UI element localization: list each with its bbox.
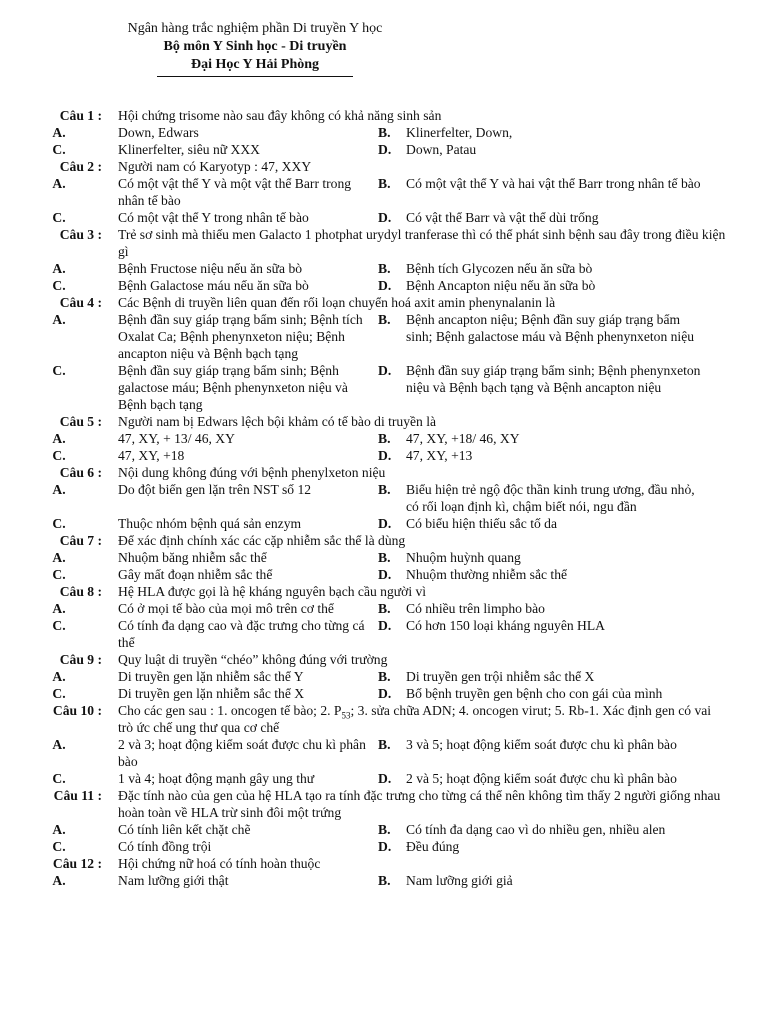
question-text: Quy luật di truyền “chéo” không đúng với trường xyxy=(118,652,388,667)
question-12 xyxy=(0,855,768,889)
option-c[interactable] xyxy=(0,277,378,294)
option-text: Down, Edwars xyxy=(118,125,199,140)
question-text: Các Bệnh di truyền liên quan đến rối loạn chuyển hoá axit amin phenynalanin là xyxy=(118,295,556,310)
option-letter: C. xyxy=(52,618,66,633)
option-letter: C. xyxy=(52,210,66,225)
question-label: Câu 3 : xyxy=(59,227,102,242)
option-letter: C. xyxy=(52,771,66,786)
option-text: 3 và 5; hoạt động kiểm soát được chu kì phân bào xyxy=(406,737,677,752)
option-text: Gây mất đoạn nhiễm sắc thể xyxy=(118,567,273,582)
question-text-start: Cho các gen sau : 1. oncogen tế bào; 2. P xyxy=(118,703,342,718)
option-d[interactable] xyxy=(378,447,708,464)
option-text: Nhuộm huỳnh quang xyxy=(406,550,521,565)
option-text: Bệnh đần suy giáp trạng bẩm sinh; Bệnh galactose máu; Bệnh phenynxeton niệu và Bệnh bạch tạng xyxy=(118,363,348,412)
option-text: Bệnh đần suy giáp trạng bẩm sinh; Bệnh phenynxeton niệu và Bệnh bạch tạng và Bệnh ancapton niệu xyxy=(406,363,701,395)
header-university: Đại Học Y Hải Phòng xyxy=(190,57,320,72)
question-10 xyxy=(0,702,768,787)
option-a[interactable] xyxy=(0,736,378,770)
question-text: Trẻ sơ sinh mà thiếu men Galacto 1 photphat urydyl tranferase thì có thể phát sinh bệnh sau đây trong điều kiện gì xyxy=(118,227,726,259)
option-letter: A. xyxy=(52,261,66,276)
option-d[interactable] xyxy=(378,566,708,583)
option-letter: B. xyxy=(378,550,391,565)
question-7 xyxy=(0,532,768,583)
question-text: Người nam có Karyotyp : 47, XXY xyxy=(118,159,312,174)
option-letter: D. xyxy=(378,142,392,157)
option-letter: A. xyxy=(52,873,66,888)
option-a[interactable] xyxy=(0,124,378,141)
option-letter: C. xyxy=(52,839,66,854)
option-letter: D. xyxy=(378,278,392,293)
option-c[interactable] xyxy=(0,770,378,787)
option-text: 47, XY, + 13/ 46, XY xyxy=(118,431,235,446)
option-letter: B. xyxy=(378,737,391,752)
option-text: 47, XY, +18 xyxy=(118,448,185,463)
header-department: Bộ môn Y Sinh học - Di truyền xyxy=(163,39,347,54)
question-text: Hệ HLA được gọi là hệ kháng nguyên bạch cầu người vì xyxy=(118,584,427,599)
question-9 xyxy=(0,651,768,702)
option-d[interactable] xyxy=(378,141,708,158)
option-text: Có tính đa dạng cao vì do nhiều gen, nhiều alen xyxy=(406,822,666,837)
option-text: Bố bệnh truyền gen bệnh cho con gái của mình xyxy=(406,686,663,701)
option-text: 2 và 5; hoạt động kiểm soát được chu kì phân bào xyxy=(406,771,677,786)
question-label: Câu 2 : xyxy=(59,159,102,174)
option-d[interactable] xyxy=(378,362,708,413)
option-letter: D. xyxy=(378,448,392,463)
option-text: Có tính đồng trội xyxy=(118,839,212,854)
option-letter: B. xyxy=(378,873,391,888)
option-letter: C. xyxy=(52,516,66,531)
question-label: Câu 5 : xyxy=(59,414,102,429)
question-text: Nội dung không đúng với bệnh phenylxeton niệu xyxy=(118,465,386,480)
option-text: Bệnh tích Glycozen nếu ăn sữa bò xyxy=(406,261,593,276)
option-letter: B. xyxy=(378,261,391,276)
option-text: 47, XY, +13 xyxy=(406,448,473,463)
option-letter: A. xyxy=(52,431,66,446)
option-c[interactable] xyxy=(0,362,378,413)
option-letter: D. xyxy=(378,771,392,786)
option-c[interactable] xyxy=(0,515,378,532)
option-b[interactable] xyxy=(378,872,708,889)
option-b[interactable] xyxy=(378,600,708,617)
option-a[interactable] xyxy=(0,311,378,362)
option-letter: D. xyxy=(378,686,392,701)
option-text: Có nhiều trên limpho bào xyxy=(406,601,545,616)
option-c[interactable] xyxy=(0,209,378,226)
option-letter: A. xyxy=(52,601,66,616)
option-text: Bệnh ancapton niệu; Bệnh đần suy giáp trạng bẩm sinh; Bệnh galactose máu và Bệnh phenynxeton niệu xyxy=(406,312,695,344)
option-text: Nam lưỡng giới giả xyxy=(406,873,513,888)
option-a[interactable] xyxy=(0,481,378,515)
option-text: Bệnh Fructose niệu nếu ăn sữa bò xyxy=(118,261,303,276)
option-letter: B. xyxy=(378,822,391,837)
option-text: Do đột biến gen lặn trên NST số 12 xyxy=(118,482,312,497)
option-a[interactable] xyxy=(0,260,378,277)
option-b[interactable] xyxy=(378,821,708,838)
option-a[interactable] xyxy=(0,668,378,685)
option-d[interactable] xyxy=(378,770,708,787)
question-label: Câu 8 : xyxy=(59,584,102,599)
option-b[interactable] xyxy=(378,311,708,362)
option-text: Di truyền gen trội nhiễm sắc thể X xyxy=(406,669,595,684)
question-list xyxy=(0,107,768,889)
option-text: Bệnh Ancapton niệu nếu ăn sữa bò xyxy=(406,278,596,293)
option-b[interactable] xyxy=(378,549,708,566)
option-text: Có vật thể Barr và vật thể dùi trống xyxy=(406,210,599,225)
option-letter: C. xyxy=(52,567,66,582)
option-d[interactable] xyxy=(378,515,708,532)
question-3 xyxy=(0,226,768,294)
option-c[interactable] xyxy=(0,141,378,158)
option-letter: A. xyxy=(52,176,66,191)
question-label: Câu 10 : xyxy=(52,703,102,718)
option-text: Thuộc nhóm bệnh quá sản enzym xyxy=(118,516,302,531)
question-11 xyxy=(0,787,768,855)
option-text: Có một vật thể Y và hai vật thể Barr trong nhân tế bào xyxy=(406,176,701,191)
option-d[interactable] xyxy=(378,617,708,651)
question-text-end: ; 3. sửa chữa ADN; 4. oncogen virut; 5. Rb-1. Xác định gen có vai trò ức chế ung thư qua cơ chế xyxy=(118,703,712,735)
option-letter: D. xyxy=(378,618,392,633)
option-b[interactable] xyxy=(378,430,708,447)
option-text: Có tính đa dạng cao và đặc trưng cho từng cá thể xyxy=(118,618,365,650)
option-text: Đều đúng xyxy=(406,839,460,854)
option-text: Bệnh Galactose máu nếu ăn sữa bò xyxy=(118,278,309,293)
question-label: Câu 1 : xyxy=(59,108,102,123)
option-c[interactable] xyxy=(0,617,378,651)
option-text: Down, Patau xyxy=(406,142,477,157)
option-c[interactable] xyxy=(0,838,378,855)
option-letter: B. xyxy=(378,601,391,616)
option-text: Nhuộm băng nhiễm sắc thể xyxy=(118,550,267,565)
option-text: 1 và 4; hoạt động mạnh gây ung thư xyxy=(118,771,315,786)
question-label: Câu 4 : xyxy=(59,295,102,310)
header-bank-title: Ngân hàng trắc nghiệm phần Di truyền Y học xyxy=(127,21,383,36)
option-c[interactable] xyxy=(0,566,378,583)
option-b[interactable] xyxy=(378,736,708,770)
option-letter: C. xyxy=(52,363,66,378)
option-letter: A. xyxy=(52,550,66,565)
option-letter: D. xyxy=(378,567,392,582)
header-underline xyxy=(157,76,353,77)
option-a[interactable] xyxy=(0,872,378,889)
option-c[interactable] xyxy=(0,447,378,464)
question-label: Câu 9 : xyxy=(59,652,102,667)
question-label: Câu 11 : xyxy=(53,788,102,803)
question-text: Hội chứng trisome nào sau đây không có khả năng sinh sản xyxy=(118,108,442,123)
option-letter: D. xyxy=(378,516,392,531)
option-a[interactable] xyxy=(0,430,378,447)
option-text: Có một vật thể Y trong nhân tế bào xyxy=(118,210,309,225)
option-letter: A. xyxy=(52,822,66,837)
option-letter: D. xyxy=(378,210,392,225)
option-text: 47, XY, +18/ 46, XY xyxy=(406,431,520,446)
option-letter: C. xyxy=(52,142,66,157)
question-1 xyxy=(0,107,768,158)
option-letter: B. xyxy=(378,431,391,446)
question-text: Hội chứng nữ hoá có tính hoàn thuộc xyxy=(118,856,321,871)
question-text xyxy=(118,702,728,736)
document-header xyxy=(0,20,510,77)
option-a[interactable] xyxy=(0,600,378,617)
option-text: Di truyền gen lặn nhiễm sắc thể Y xyxy=(118,669,304,684)
option-text: Klinerfelter, siêu nữ XXX xyxy=(118,142,260,157)
option-b[interactable] xyxy=(378,260,708,277)
option-d[interactable] xyxy=(378,685,708,702)
option-text: Có tính liên kết chặt chẽ xyxy=(118,822,251,837)
option-letter: A. xyxy=(52,312,66,327)
option-text: Có biểu hiện thiếu sắc tố da xyxy=(406,516,558,531)
option-letter: C. xyxy=(52,278,66,293)
option-text: Klinerfelter, Down, xyxy=(406,125,513,140)
question-text: Để xác định chính xác các cặp nhiễm sắc thể là dùng xyxy=(118,533,406,548)
option-letter: D. xyxy=(378,363,392,378)
question-5 xyxy=(0,413,768,464)
option-text: Có ở mọi tế bào của mọi mô trên cơ thể xyxy=(118,601,334,616)
question-6 xyxy=(0,464,768,532)
option-letter: B. xyxy=(378,312,391,327)
option-letter: B. xyxy=(378,176,391,191)
option-letter: A. xyxy=(52,669,66,684)
option-text: Nam lưỡng giới thật xyxy=(118,873,229,888)
option-letter: B. xyxy=(378,669,391,684)
question-4 xyxy=(0,294,768,413)
p53-subscript: 53 xyxy=(341,710,351,721)
option-letter: A. xyxy=(52,125,66,140)
question-2 xyxy=(0,158,768,226)
option-text: 2 và 3; hoạt động kiểm soát được chu kì phân bào xyxy=(118,737,366,769)
option-d[interactable] xyxy=(378,838,708,855)
question-text: Người nam bị Edwars lệch bội khảm có tế bào di truyền là xyxy=(118,414,437,429)
question-label: Câu 6 : xyxy=(59,465,102,480)
option-text: Nhuộm thường nhiễm sắc thể xyxy=(406,567,568,582)
question-label: Câu 7 : xyxy=(59,533,102,548)
option-a[interactable] xyxy=(0,821,378,838)
option-b[interactable] xyxy=(378,481,708,515)
option-d[interactable] xyxy=(378,277,708,294)
option-letter: C. xyxy=(52,448,66,463)
option-letter: A. xyxy=(52,482,66,497)
option-letter: C. xyxy=(52,686,66,701)
option-text: Có một vật thể Y và một vật thể Barr trong nhân tế bào xyxy=(118,176,352,208)
option-d[interactable] xyxy=(378,209,708,226)
option-text: Biểu hiện trẻ ngộ độc thần kinh trung ương, đầu nhỏ, có rối loạn định kì, chậm biết nói, ngu đần xyxy=(406,482,695,514)
option-text: Có hơn 150 loại kháng nguyên HLA xyxy=(406,618,605,633)
question-8 xyxy=(0,583,768,651)
option-a[interactable] xyxy=(0,549,378,566)
option-letter: B. xyxy=(378,482,391,497)
option-b[interactable] xyxy=(378,124,708,141)
option-b[interactable] xyxy=(378,175,708,209)
option-letter: B. xyxy=(378,125,391,140)
option-letter: D. xyxy=(378,839,392,854)
option-text: Bệnh đần suy giáp trạng bẩm sinh; Bệnh tích Oxalat Ca; Bệnh phenynxeton niệu; Bệnh ancapton niệu và Bệnh bạch tạng xyxy=(118,312,363,361)
question-label: Câu 12 : xyxy=(52,856,102,871)
option-text: Di truyền gen lặn nhiễm sắc thể X xyxy=(118,686,305,701)
question-text: Đặc tính nào của gen của hệ HLA tạo ra tính đặc trưng cho từng cá thể nên không tìm thấy 2 người giống nhau hoàn toàn về HLA trừ sinh đôi một trứng xyxy=(118,788,721,820)
option-b[interactable] xyxy=(378,668,708,685)
option-a[interactable] xyxy=(0,175,378,209)
option-c[interactable] xyxy=(0,685,378,702)
option-letter: A. xyxy=(52,737,66,752)
